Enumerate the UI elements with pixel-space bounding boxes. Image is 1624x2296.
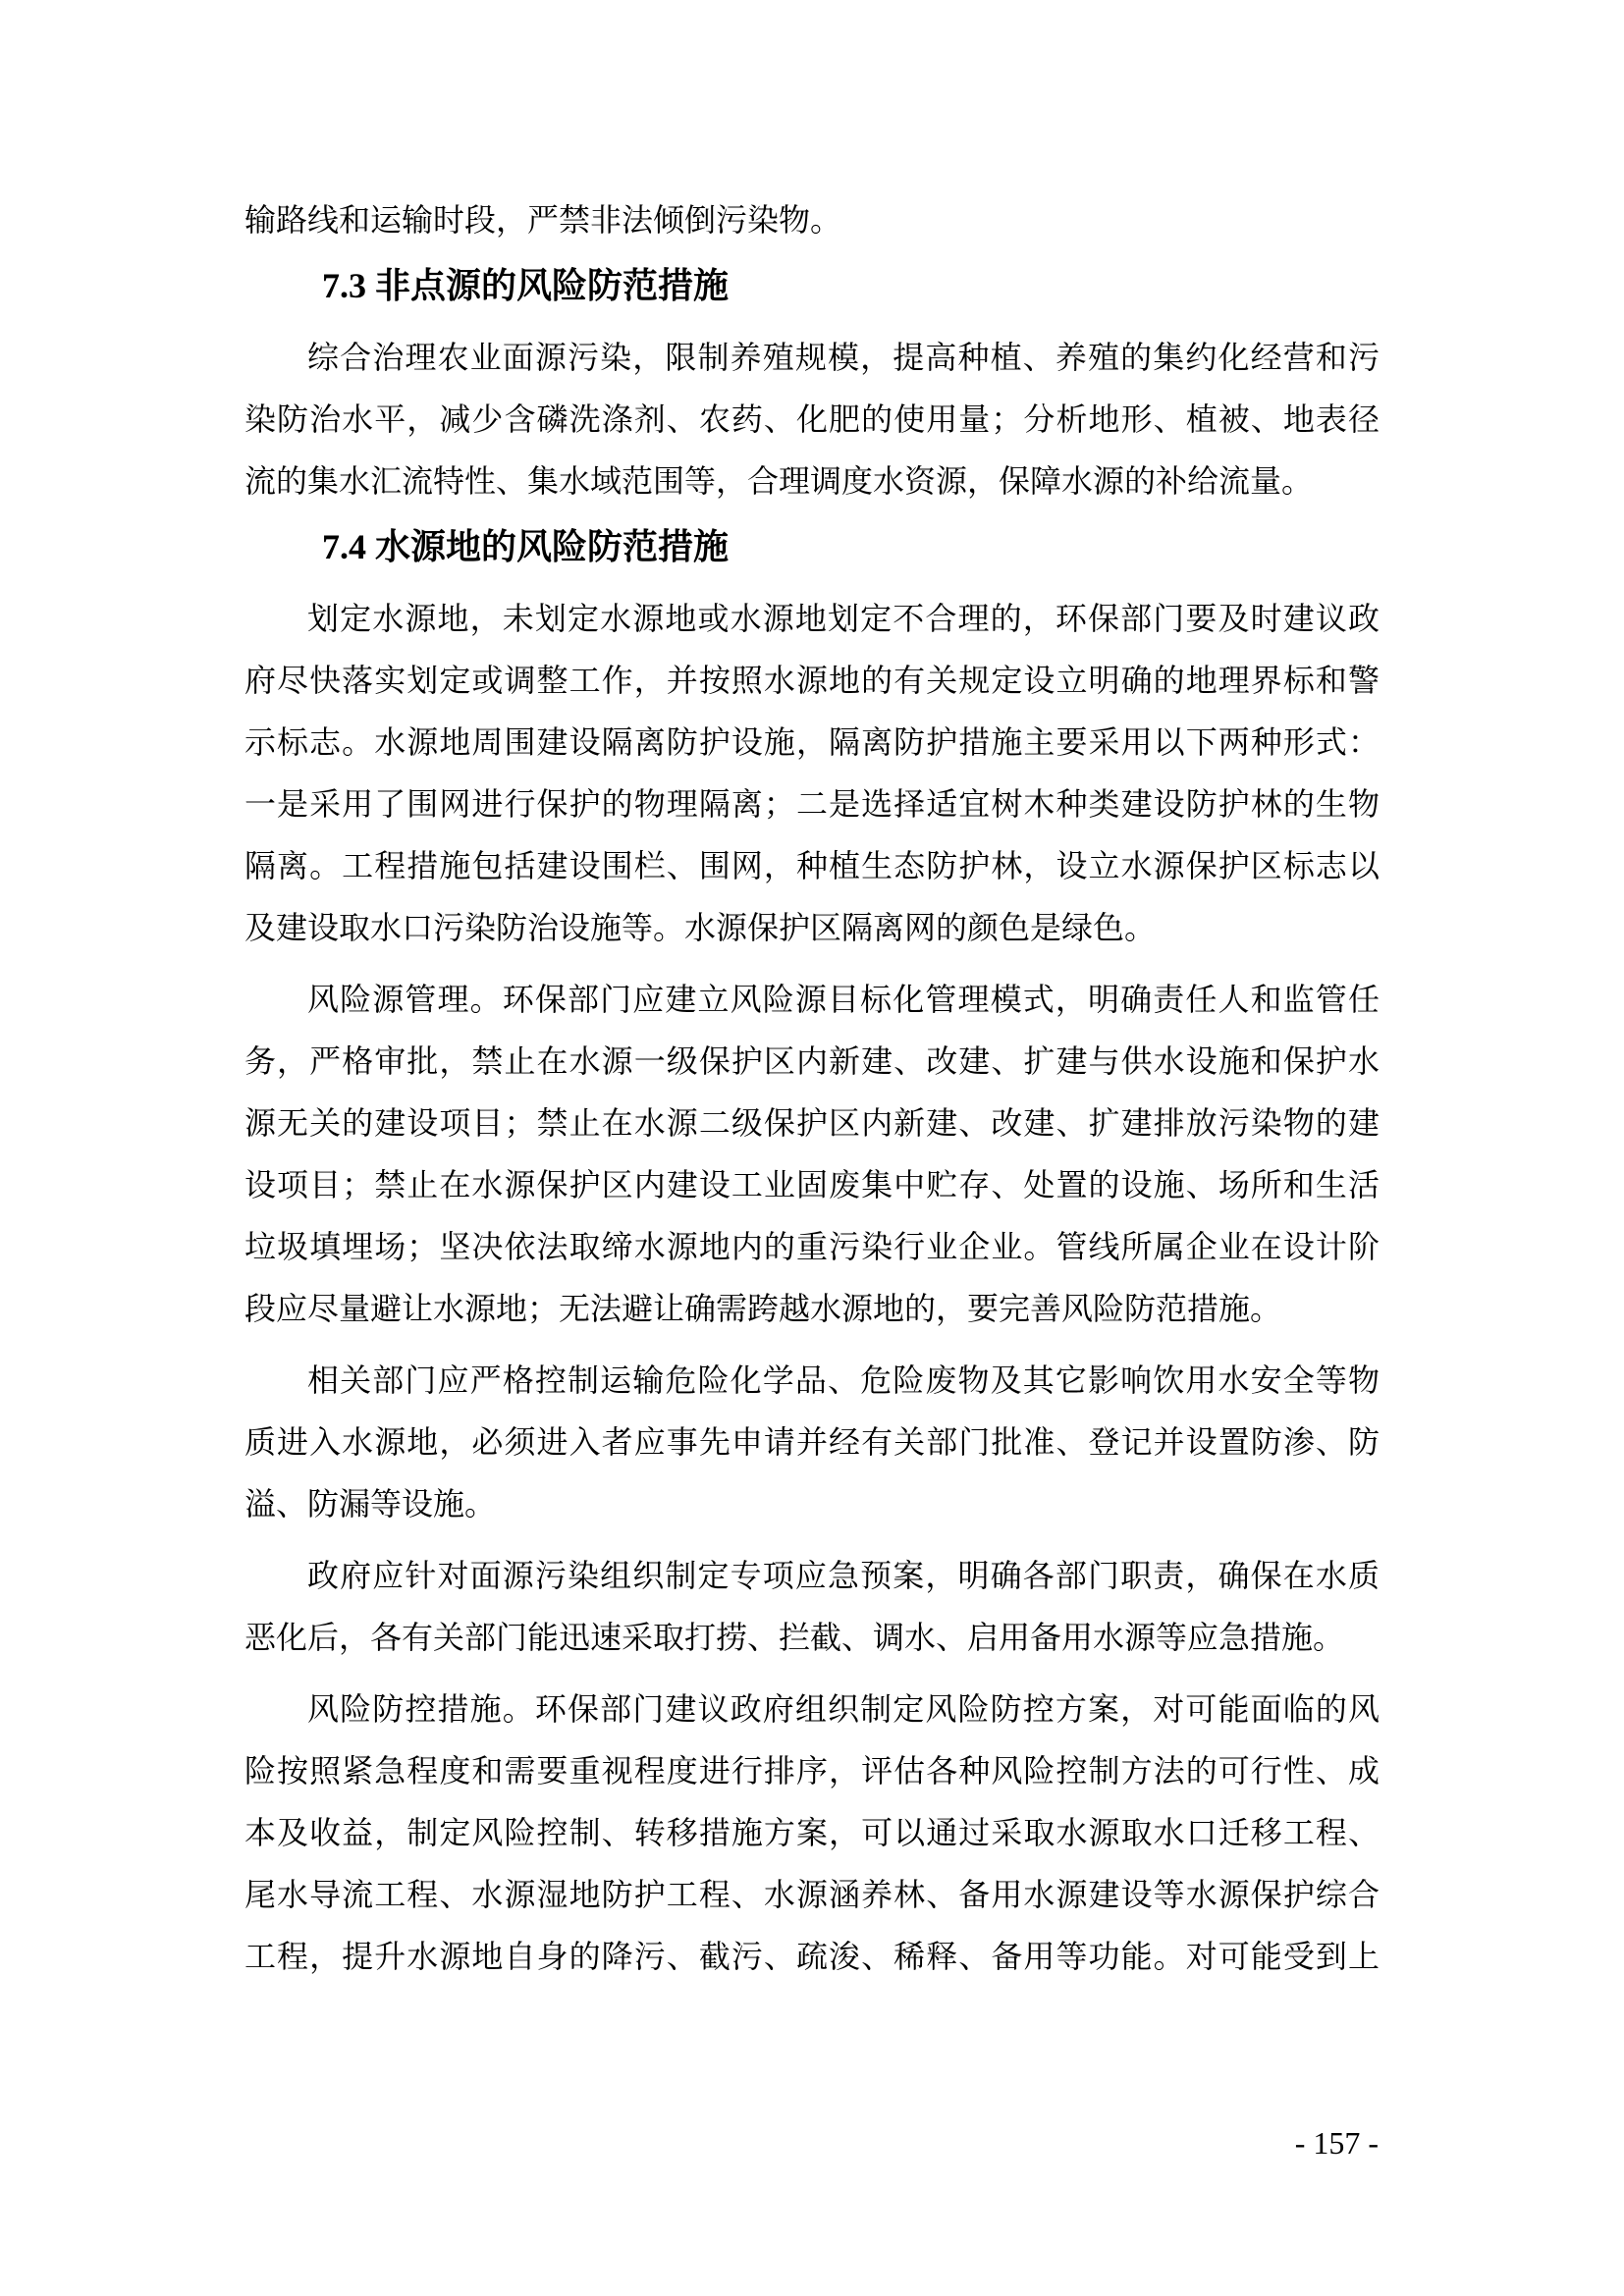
text-line: 及建设取水口污染防治设施等。水源保护区隔离网的颜色是绿色。 <box>244 910 1157 945</box>
text-line: 务，严格审批，禁止在水源一级保护区内新建、改建、扩建与供水设施和保护水 <box>244 1043 1380 1079</box>
paragraph <box>244 189 1380 251</box>
text-line: 溢、防漏等设施。 <box>244 1486 497 1522</box>
text-line: 段应尽量避让水源地；无法避让确需跨越水源地的，要完善风险防范措施。 <box>244 1291 1282 1326</box>
text-line: 设项目；禁止在水源保护区内建设工业固废集中贮存、处置的设施、场所和生活 <box>244 1167 1380 1202</box>
page-number: - 157 - <box>1294 2125 1379 2161</box>
text-line: 相关部门应严格控制运输危险化学品、危险废物及其它影响饮用水安全等物 <box>307 1362 1380 1398</box>
text-line: 尾水导流工程、水源湿地防护工程、水源涵养林、备用水源建设等水源保护综合 <box>244 1877 1380 1912</box>
paragraph <box>244 1350 1380 1535</box>
text-line: 划定水源地，未划定水源地或水源地划定不合理的，环保部门要及时建议政 <box>307 601 1380 636</box>
text-line: 政府应针对面源污染组织制定专项应急预案，明确各部门职责，确保在水质 <box>307 1558 1380 1593</box>
text-line: 风险防控措施。环保部门建议政府组织制定风险防控方案，对可能面临的风 <box>307 1691 1380 1727</box>
text-line: 险按照紧急程度和需要重视程度进行排序，评估各种风险控制方法的可行性、成 <box>244 1753 1380 1789</box>
text-line: 输路线和运输时段，严禁非法倾倒污染物。 <box>244 202 842 238</box>
text-line: 源无关的建设项目；禁止在水源二级保护区内新建、改建、扩建排放污染物的建 <box>244 1105 1380 1141</box>
text-line: 恶化后，各有关部门能迅速采取打捞、拦截、调水、启用备用水源等应急措施。 <box>244 1620 1345 1655</box>
text-line: 示标志。水源地周围建设隔离防护设施，隔离防护措施主要采用以下两种形式： <box>244 724 1380 760</box>
text-line: 染防治水平，减少含磷洗涤剂、农药、化肥的使用量；分析地形、植被、地表径 <box>244 401 1380 437</box>
text-line: 垃圾填埋场；坚决依法取缔水源地内的重污染行业企业。管线所属企业在设计阶 <box>244 1229 1380 1264</box>
paragraph <box>244 969 1380 1340</box>
text-line: 质进入水源地，必须进入者应事先申请并经有关部门批准、登记并设置防渗、防 <box>244 1424 1380 1460</box>
document-content <box>244 189 1380 1988</box>
text-line: 隔离。工程措施包括建设围栏、围网，种植生态防护林，设立水源保护区标志以 <box>244 848 1380 883</box>
text-line: 流的集水汇流特性、集水域范围等，合理调度水资源，保障水源的补给流量。 <box>244 463 1314 499</box>
text-line: 一是采用了围网进行保护的物理隔离；二是选择适宜树木种类建设防护林的生物 <box>244 786 1380 822</box>
paragraph <box>244 327 1380 512</box>
text-line: 综合治理农业面源污染，限制养殖规模，提高种植、养殖的集约化经营和污 <box>307 340 1380 375</box>
section-heading: 7.4 水源地的风险防范措施 <box>322 527 730 566</box>
text-line: 府尽快落实划定或调整工作，并按照水源地的有关规定设立明确的地理界标和警 <box>244 663 1380 698</box>
section-heading: 7.3 非点源的风险防范措施 <box>322 266 730 305</box>
paragraph <box>244 588 1380 959</box>
text-line: 风险源管理。环保部门应建立风险源目标化管理模式，明确责任人和监管任 <box>307 982 1380 1017</box>
paragraph <box>244 1679 1380 1988</box>
text-line: 本及收益，制定风险控制、转移措施方案，可以通过采取水源取水口迁移工程、 <box>244 1815 1380 1850</box>
text-line: 工程，提升水源地自身的降污、截污、疏浚、稀释、备用等功能。对可能受到上 <box>244 1939 1380 1974</box>
paragraph <box>244 1545 1380 1669</box>
